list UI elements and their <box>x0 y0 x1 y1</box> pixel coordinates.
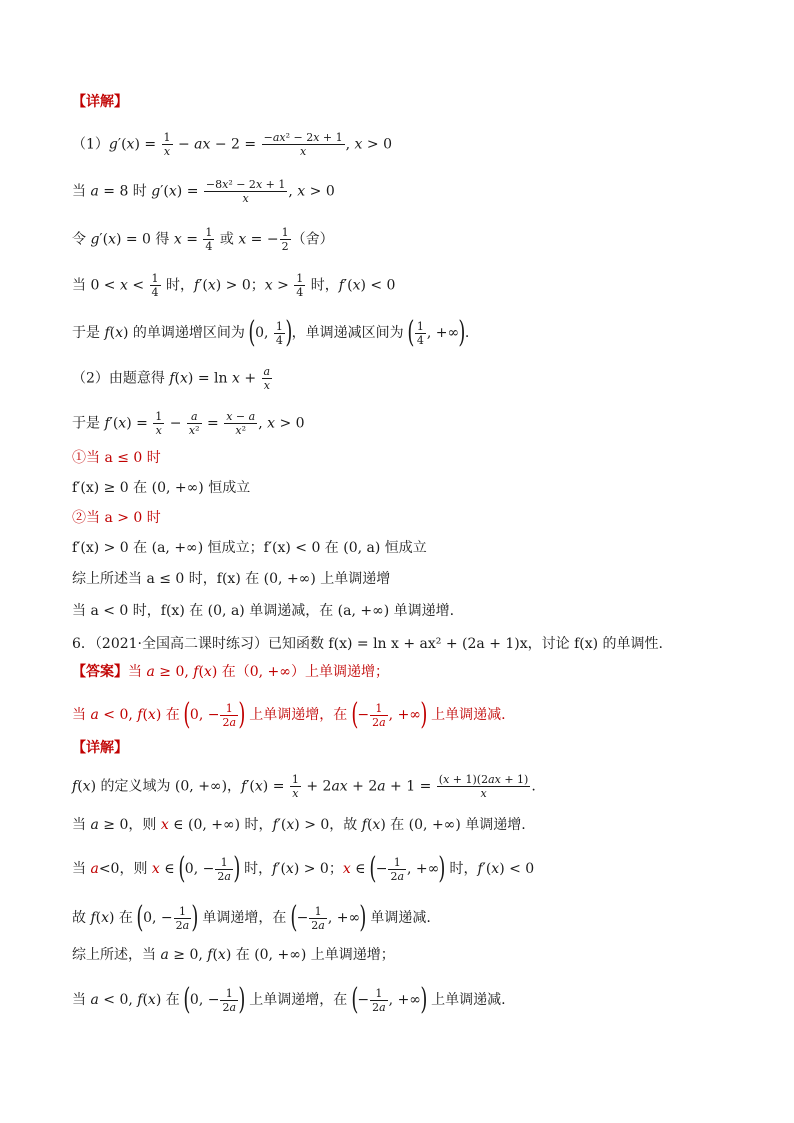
sec1-line-1: （1）g′(x) = $\frac{1}{x}$ − ax − 2 = $\frac{\text{−ax² − 2x + 1}}{x}$ , x > 0 <box>72 131 392 158</box>
detail-heading: 【详解】 <box>72 94 128 110</box>
answer-line-1: 【答案】当 a ≥ 0, f(x) 在（0, +∞）上单调递增； <box>72 664 389 680</box>
answer-label: 【答案】 <box>72 664 128 680</box>
sec2-line-1: （2）由题意得 f(x) = ln x + $\frac{a}{x}$ <box>72 365 271 392</box>
question-6: 6．（2021·全国高二课时练习）已知函数 f(x) = ln x + ax² + (2a + 1)x，讨论 f(x) 的单调性. <box>72 636 663 652</box>
sec2-line-8: 当 a < 0 时，f(x) 在 (0, a) 单调递减，在 (a, +∞) 单调递增. <box>72 603 455 619</box>
detail-line-1: f(x) 的定义域为 (0, +∞)，f′(x) = $\frac{1}{x}$ + 2ax + 2a + 1 = $\frac{(x + 1)(2ax + 1)}{x}$ . <box>72 773 536 800</box>
sec1-line-2: 当 a = 8 时 g′(x) = $\frac{\text{−8x² − 2x + 1}}{x}$ , x > 0 <box>72 178 335 205</box>
sec2-line-2: 于是 f′(x) = $\frac{1}{x}$ − $\frac{a}{\text{x²}}$ = $\frac{x - a}{\text{x²}}$ , x > 0 <box>72 410 305 437</box>
detail-line-4: 故 f(x) 在 (0, − $\frac{1}{2a}$ ) 单调递增，在 (− $\frac{1}{2a}$ , +∞) 单调递减. <box>72 900 431 935</box>
sec2-line-5: ②当 a > 0 时 <box>72 510 161 526</box>
detail-line-2: 当 a ≥ 0，则 x ∈ (0, +∞) 时，f′(x) > 0，故 f(x) 在 (0, +∞) 单调递增. <box>72 817 526 833</box>
detail-line-3: 当 a<0，则 x ∈ (0, − $\frac{1}{2a}$ ) 时，f′(x) > 0；x ∈ (− $\frac{1}{2a}$ , +∞) 时，f′(x) < 0 <box>72 851 535 886</box>
detail-line-5: 综上所述，当 a ≥ 0, f(x) 在 (0, +∞) 上单调递增； <box>72 947 395 963</box>
sec2-line-6: f′(x) > 0 在 (a, +∞) 恒成立；f′(x) < 0 在 (0, a) 恒成立 <box>72 540 427 556</box>
sec2-line-4: f′(x) ≥ 0 在 (0, +∞) 恒成立 <box>72 480 251 496</box>
answer-line-2: 当 a < 0, f(x) 在 (0, − $\frac{1}{2a}$ ) 上单调递增，在 (− $\frac{1}{2a}$ , +∞) 上单调递减. <box>72 697 506 732</box>
sec1-line-5: 于是 f(x) 的单调递增区间为 (0, $\frac{1}{4}$ )，单调递减区间为 ( $\frac{1}{4}$ , +∞). <box>72 315 470 350</box>
sec1-line-3: 令 g′(x) = 0 得 x = $\frac{1}{4}$ 或 x = − $\frac{1}{2}$ （舍） <box>72 226 334 253</box>
detail-heading-2: 【详解】 <box>72 740 128 756</box>
sec2-line-7: 综上所述当 a ≤ 0 时，f(x) 在 (0, +∞) 上单调递增 <box>72 571 391 587</box>
sec2-line-3: ①当 a ≤ 0 时 <box>72 450 161 466</box>
detail-line-6: 当 a < 0, f(x) 在 (0, − $\frac{1}{2a}$ ) 上单调递增，在 (− $\frac{1}{2a}$ , +∞) 上单调递减. <box>72 982 506 1017</box>
sec1-line-4: 当 0 < x < $\frac{1}{4}$ 时，f′(x) > 0；x > $\frac{1}{4}$ 时，f′(x) < 0 <box>72 272 396 299</box>
